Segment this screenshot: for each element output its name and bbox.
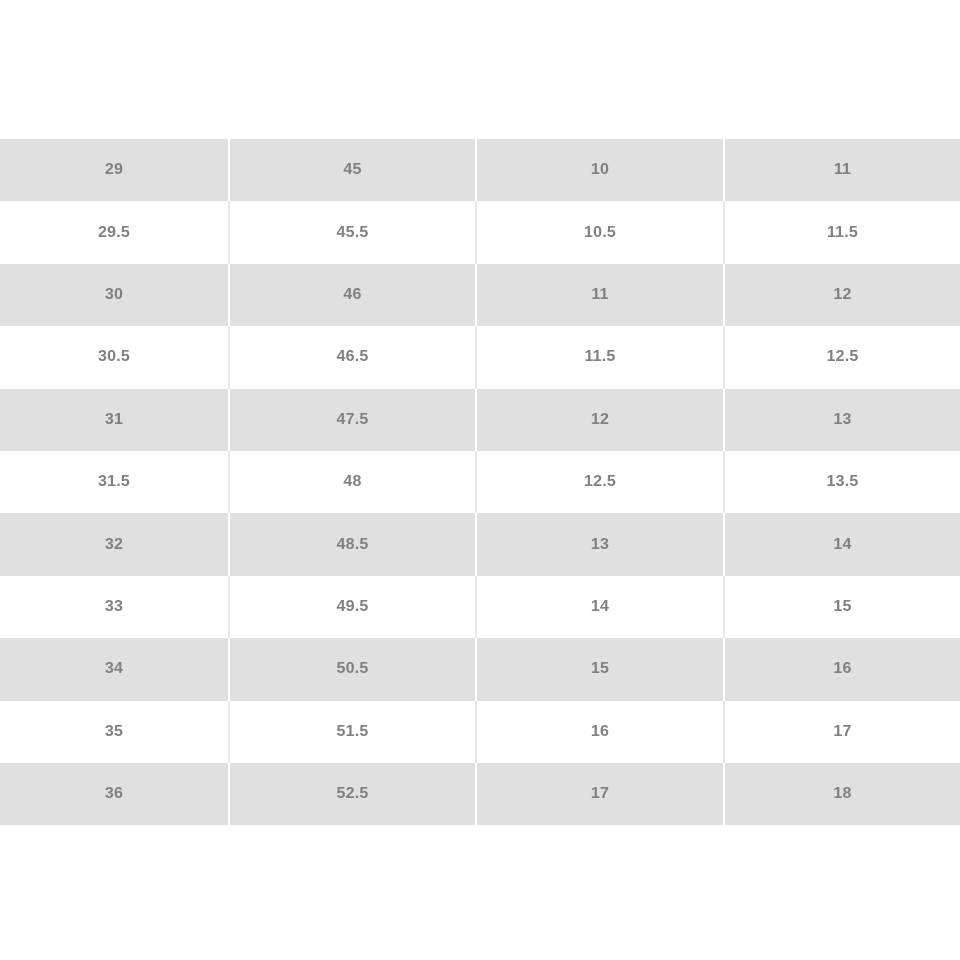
table-row: [0, 326, 960, 388]
table-row: [0, 763, 960, 825]
table-cell: 34: [0, 638, 229, 700]
table-cell: 12.5: [476, 451, 724, 513]
table-cell: 46.5: [229, 326, 476, 388]
table-cell: 12.5: [826, 348, 859, 366]
table-body: [0, 139, 960, 825]
table-cell: 49.5: [229, 576, 476, 638]
table-cell: 31.5: [0, 451, 229, 513]
table-cell: 16: [833, 660, 852, 678]
table-cell: 32: [0, 513, 229, 575]
table-cell: 17: [476, 763, 724, 825]
table-cell: 50.5: [229, 638, 476, 700]
table-cell: 45.5: [229, 201, 476, 263]
table-cell: 11.5: [826, 223, 859, 241]
table-row: [0, 139, 960, 201]
table-cell: 13.5: [826, 473, 859, 491]
table-cell: 46: [229, 264, 476, 326]
table-cell: 13: [476, 513, 724, 575]
table-row: [0, 513, 960, 575]
table-row: [0, 201, 960, 263]
table-row: [0, 389, 960, 451]
table-cell: 11: [476, 264, 724, 326]
table-cell: 51.5: [229, 701, 476, 763]
size-conversion-table: [0, 139, 960, 825]
table-cell: 16: [476, 701, 724, 763]
table-cell: 12: [476, 389, 724, 451]
table-cell: 10: [476, 139, 724, 201]
table-cell: 52.5: [229, 763, 476, 825]
table-cell: 15: [833, 597, 852, 615]
table-cell: 29.5: [0, 201, 229, 263]
table-cell: 11.5: [476, 326, 724, 388]
table-cell: 35: [0, 701, 229, 763]
table-cell: 15: [476, 638, 724, 700]
table-row: [0, 701, 960, 763]
table-row: [0, 638, 960, 700]
table-cell: 18: [833, 785, 852, 803]
table-cell: 14: [476, 576, 724, 638]
table-cell: 30.5: [0, 326, 229, 388]
table-cell: 11: [833, 161, 852, 179]
table-cell: 31: [0, 389, 229, 451]
table-cell: 47.5: [229, 389, 476, 451]
table-row: [0, 264, 960, 326]
table-cell: 13: [833, 410, 852, 428]
table-cell: 36: [0, 763, 229, 825]
table-cell: 45: [229, 139, 476, 201]
table-cell: 29: [0, 139, 229, 201]
table-cell: 10.5: [476, 201, 724, 263]
table-row: [0, 451, 960, 513]
table-cell: 17: [833, 722, 852, 740]
table-cell: 14: [833, 535, 852, 553]
table-cell: 48.5: [229, 513, 476, 575]
table-cell: 12: [833, 285, 852, 303]
table-cell: 30: [0, 264, 229, 326]
table-cell: 48: [229, 451, 476, 513]
table-row: [0, 576, 960, 638]
table-cell: 33: [0, 576, 229, 638]
